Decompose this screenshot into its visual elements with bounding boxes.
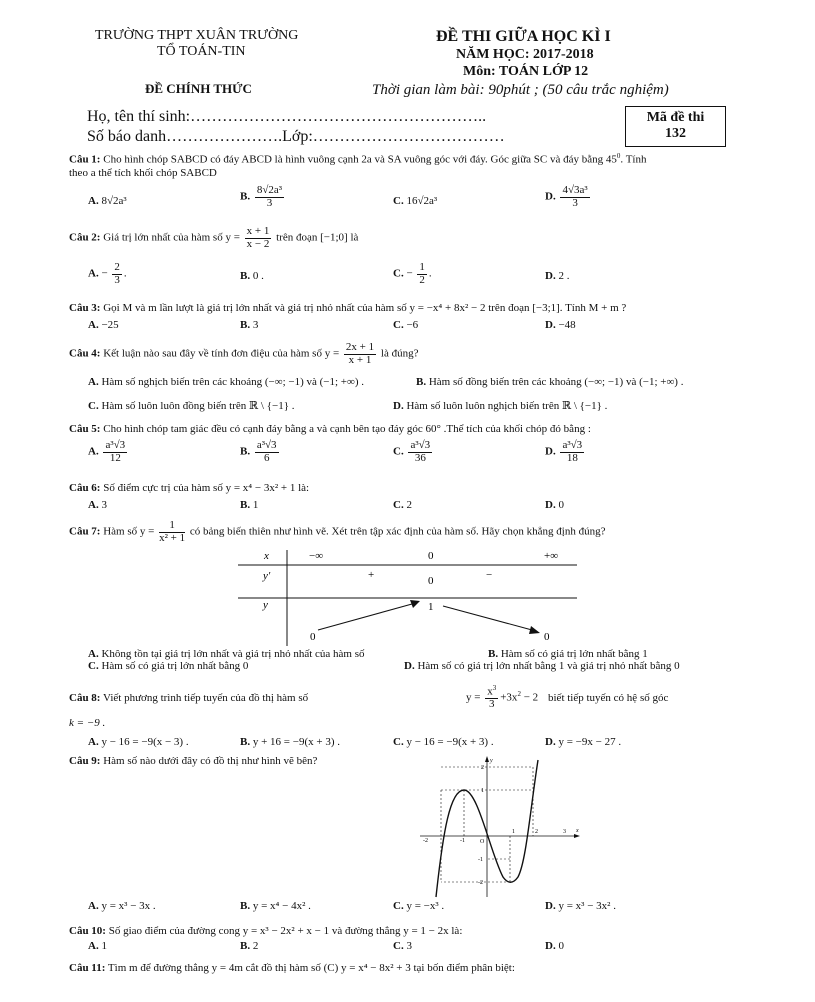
q9-ytick-m1: -1 — [478, 857, 483, 863]
vt-arrow-up-head — [410, 600, 420, 608]
q9-option-c[interactable]: C. y = −x³ . — [393, 900, 445, 912]
q7-option-d[interactable]: D. Hàm số có giá trị lớn nhất bằng 1 và giá trị nhỏ nhất bằng 0 — [404, 660, 680, 672]
q9-ytick-2: 2 — [481, 765, 484, 771]
q9-origin: O — [480, 839, 485, 845]
q4-option-b[interactable]: B. Hàm số đồng biến trên các khoảng (−∞; −1) và (−1; +∞) . — [416, 376, 684, 388]
q1-label: Câu 1: — [69, 153, 101, 166]
q3-option-b[interactable]: B. 3 — [240, 319, 259, 331]
q5-option-a[interactable]: A. $\frac{\text{a³√3}}{12}$ — [88, 439, 126, 464]
q7-option-b[interactable]: B. Hàm số có giá trị lớn nhất bằng 1 — [488, 648, 648, 660]
q1-option-d[interactable]: D. $\frac{\text{4√3a³}}{3}$ — [545, 184, 588, 209]
q7-option-a[interactable]: A. Không tồn tại giá trị lớn nhất và giá trị nhỏ nhất của hàm số — [88, 648, 365, 660]
q10-option-a[interactable]: A. 1 — [88, 940, 107, 952]
question-1: Câu 1: Cho hình chóp SABCD có đáy ABCD là hình vuông cạnh 2a và SA vuông góc với đáy. Góc giữa SC và đáy bằng $45^0$. Tính — [69, 152, 647, 166]
vt-arrow-down — [443, 606, 532, 630]
q2-option-c[interactable]: C. − $\frac{1}{2}$ . — [393, 261, 432, 286]
exam-code-value: 132 — [665, 126, 686, 141]
q9-option-a[interactable]: A. y = x³ − 3x . — [88, 900, 156, 912]
q8-function: y = $\frac{x^3}{3}$ $+3x^2 - 2$ — [466, 684, 539, 711]
q5-option-b[interactable]: B. $\frac{\text{a³√3}}{6}$ — [240, 439, 277, 464]
vt-yright: 0 — [544, 631, 550, 643]
department-name: TỔ TOÁN-TIN — [157, 44, 246, 59]
q9-x-arrow — [574, 834, 580, 838]
q4-option-c[interactable]: C. Hàm số luôn luôn đồng biến trên ℝ \ {−1} . — [88, 400, 295, 412]
question-5: Câu 5: Cho hình chóp tam giác đều có cạnh đáy bằng a và cạnh bên tạo đáy góc 60° .Thể tích của khối chóp đó bằng : — [69, 423, 591, 435]
candidate-id-line: Số báo danh………………….Lớp:……………………………… — [87, 128, 505, 145]
candidate-name-line: Họ, tên thí sinh:……………………………………………….. — [87, 108, 487, 125]
q9-option-b[interactable]: B. y = x⁴ − 4x² . — [240, 900, 311, 912]
school-name: TRƯỜNG THPT XUÂN TRƯỜNG — [95, 28, 299, 43]
q6-option-b[interactable]: B. 1 — [240, 499, 259, 511]
question-4: Câu 4: Kết luận nào sau đây về tính đơn điệu của hàm số y = $\frac{2x + 1}{x + 1}$ là đúng? — [69, 341, 419, 366]
question-11: Câu 11: Tìm m để đường thẳng y = 4m cắt đồ thị hàm số (C) y = x⁴ − 8x² + 3 tại bốn điểm phân biệt: — [69, 962, 515, 974]
q8-line2: k = −9 . — [69, 717, 106, 729]
vt-yleft: 0 — [310, 631, 316, 643]
question-9: Câu 9: Hàm số nào dưới đây có đồ thị như hình vẽ bên? — [69, 755, 318, 767]
school-year: NĂM HỌC: 2017-2018 — [456, 47, 594, 62]
vt-minus: − — [486, 569, 493, 581]
q7-option-c[interactable]: C. Hàm số có giá trị lớn nhất bằng 0 — [88, 660, 249, 672]
q9-x-label: x — [576, 828, 579, 834]
q9-xtick-3: 3 — [563, 829, 566, 835]
q9-xtick-m1: -1 — [460, 838, 465, 844]
q8-option-c[interactable]: C. y − 16 = −9(x + 3) . — [393, 736, 494, 748]
q1-option-a[interactable]: A. 8√2a³ — [88, 195, 127, 207]
q2-option-b[interactable]: B. 0 . — [240, 270, 264, 282]
q9-ytick-m2: -2 — [478, 880, 483, 886]
q6-option-a[interactable]: A. 3 — [88, 499, 107, 511]
q10-option-d[interactable]: D. 0 — [545, 940, 564, 952]
q1-text: Cho hình chóp SABCD có đáy ABCD là hình vuông cạnh 2a và SA vuông góc với đáy. Góc giữa SC và đáy bằng 45 — [100, 153, 617, 166]
q3-option-c[interactable]: C. −6 — [393, 319, 419, 331]
official-label: ĐỀ CHÍNH THỨC — [145, 81, 252, 96]
q6-option-c[interactable]: C. 2 — [393, 499, 412, 511]
q9-graph — [0, 752, 815, 902]
q8-option-d[interactable]: D. y = −9x − 27 . — [545, 736, 622, 748]
q10-option-b[interactable]: B. 2 — [240, 940, 259, 952]
vt-ymax: 1 — [428, 601, 434, 613]
q5-option-d[interactable]: D. $\frac{\text{a³√3}}{18}$ — [545, 439, 583, 464]
q9-xtick-m2: -2 — [423, 838, 428, 844]
q9-option-d[interactable]: D. y = x³ − 3x² . — [545, 900, 616, 912]
q8-option-a[interactable]: A. y − 16 = −9(x − 3) . — [88, 736, 189, 748]
q2-option-a[interactable]: A. − $\frac{2}{3}$ . — [88, 261, 127, 286]
q1-tail: . Tính — [620, 153, 647, 166]
q9-y-arrow — [485, 756, 489, 762]
vt-neg-inf: −∞ — [309, 550, 324, 562]
exam-code-label: Mã đề thi — [646, 110, 705, 125]
q3-option-a[interactable]: A. −25 — [88, 319, 119, 331]
q10-option-c[interactable]: C. 3 — [393, 940, 412, 952]
question-6: Câu 6: Số điểm cực trị của hàm số y = x⁴ − 3x² + 1 là: — [69, 482, 310, 494]
vt-y: y — [263, 599, 268, 611]
vt-arrow-up — [318, 604, 412, 630]
q9-xtick-2: 2 — [535, 829, 538, 835]
q6-option-d[interactable]: D. 0 — [545, 499, 564, 511]
question-10: Câu 10: Số giao điểm của đường cong y = x³ − 2x² + x − 1 và đường thẳng y = 1 − 2x là: — [69, 925, 463, 937]
question-3: Câu 3: Gọi M và m lần lượt là giá trị lớn nhất và giá trị nhỏ nhất của hàm số y = −x⁴ + 8x² − 2 trên đoạn [−3;1]. Tính M + m ? — [69, 302, 627, 314]
vt-x: x — [264, 550, 269, 562]
vt-zero: 0 — [428, 550, 434, 562]
q8-text-post: biết tiếp tuyến có hệ số góc — [548, 692, 669, 704]
question-8: Câu 8: Viết phương trình tiếp tuyến của đồ thị hàm số — [69, 692, 309, 704]
vt-plus: + — [368, 569, 375, 581]
vt-arrow-down-head — [529, 626, 540, 634]
q1-option-b[interactable]: B. $\frac{\text{8√2a³}}{3}$ — [240, 184, 283, 209]
q3-option-d[interactable]: D. −48 — [545, 319, 576, 331]
exam-title: ĐỀ THI GIỮA HỌC KÌ I — [436, 28, 611, 45]
vt-yp-zero: 0 — [428, 575, 434, 587]
vt-yprime: y′ — [263, 570, 271, 582]
question-7: Câu 7: Hàm số y = $\frac{1}{\text{x² + 1}}$ có bảng biến thiên như hình vẽ. Xét trên tập xác định của hàm số. Hãy chọn khẳng định đúng? — [69, 519, 606, 544]
q4-option-a[interactable]: A. Hàm số nghịch biến trên các khoảng (−∞; −1) và (−1; +∞) . — [88, 376, 365, 388]
q1-option-c[interactable]: C. 16√2a³ — [393, 195, 438, 207]
q9-y-label: y — [490, 758, 493, 764]
subject: Môn: TOÁN LỚP 12 — [463, 64, 589, 79]
duration: Thời gian làm bài: 90phút ; (50 câu trắc nghiệm) — [372, 82, 669, 98]
q5-option-c[interactable]: C. $\frac{\text{a³√3}}{36}$ — [393, 439, 431, 464]
q9-xtick-1: 1 — [512, 829, 515, 835]
q2-option-d[interactable]: D. 2 . — [545, 270, 570, 282]
q4-option-d[interactable]: D. Hàm số luôn luôn nghịch biến trên ℝ \ {−1} . — [393, 400, 608, 412]
q1-line2: theo a thể tích khối chóp SABCD — [69, 167, 217, 179]
q9-ytick-1: 1 — [481, 788, 484, 794]
q8-option-b[interactable]: B. y + 16 = −9(x + 3) . — [240, 736, 340, 748]
question-2: Câu 2: Giá trị lớn nhất của hàm số y = $\frac{x + 1}{x - 2}$ trên đoạn [−1;0] là — [69, 225, 359, 250]
vt-pos-inf: +∞ — [544, 550, 559, 562]
exam-code-box — [625, 106, 726, 147]
